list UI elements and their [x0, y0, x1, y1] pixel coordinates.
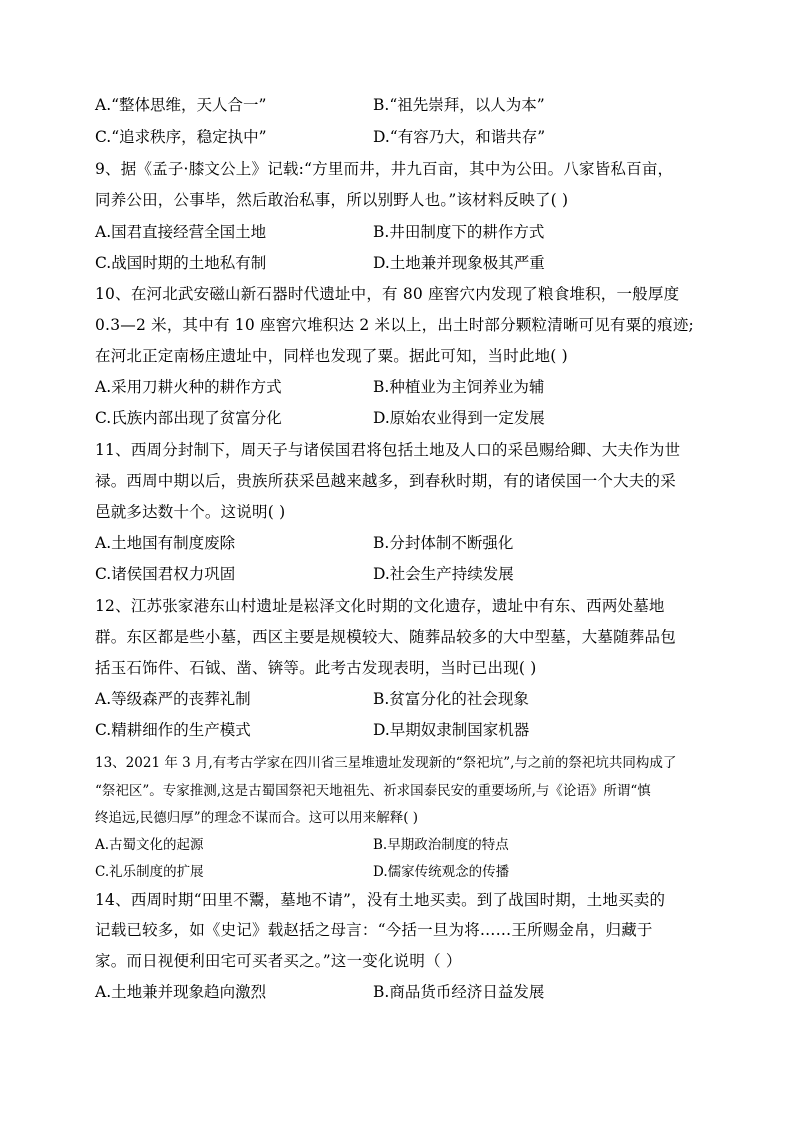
q10-option-b: B.种植业为主饲养业为辅: [373, 378, 545, 396]
q12-option-b: B.贫富分化的社会现象: [373, 690, 529, 708]
q14-option-a: A.土地兼并现象趋向激烈: [95, 983, 267, 1001]
q13-option-a: A.古蜀文化的起源: [95, 837, 204, 853]
q13-stem-line: “祭祀区”。专家推测,这是古蜀国祭祀天地祖先、祈求国泰民安的重要场所,与《论语》所谓“慎: [95, 783, 651, 799]
q13-stem-line: 终追远,民德归厚”的理念不谋而合。这可以用来解释( ): [95, 810, 419, 826]
q14-option-row-1: [95, 982, 705, 1002]
q10-option-c: C.氏族内部出现了贫富分化: [95, 409, 282, 427]
q11-option-row-2: [95, 564, 705, 584]
q11-stem-line: 邑就多达数十个。这说明( ): [95, 503, 286, 521]
q12-stem-line: 12、江苏张家港东山村遗址是崧泽文化时期的文化遗存，遗址中有东、西两处墓地: [95, 597, 665, 615]
q11-option-c: C.诸侯国君权力巩固: [95, 565, 236, 583]
q9-option-b: B.井田制度下的耕作方式: [373, 223, 545, 241]
q9-option-row-1: [95, 222, 705, 242]
q11-stem-line: 禄。西周中期以后，贵族所获采邑越来越多，到春秋时期，有的诸侯国一个大夫的采: [95, 472, 676, 490]
q11-option-b: B.分封体制不断强化: [373, 534, 514, 552]
q12-option-d: D.早期奴隶制国家机器: [373, 721, 530, 739]
q9-option-row-2: [95, 253, 705, 273]
q10-option-row-2: [95, 408, 705, 428]
q8-option-b: B.“祖先崇拜，以人为本”: [373, 96, 545, 114]
q10-stem-line: 0.3—2 米，其中有 10 座窖穴堆积达 2 米以上，出土时部分颗粒清晰可见有粟的痕迹;: [95, 316, 694, 334]
q8-option-row-2: [95, 127, 705, 147]
q8-option-row-1: [95, 95, 705, 115]
q12-stem-line: 括玉石饰件、石钺、凿、锛等。此考古发现表明，当时已出现( ): [95, 659, 537, 677]
q14-stem-line: 家。而日视便利田宅可买者买之。”这一变化说明（ ）: [95, 952, 462, 970]
q9-stem-line: 同养公田，公事毕，然后敢治私事，所以别野人也。”该材料反映了( ): [95, 191, 569, 209]
q9-option-c: C.战国时期的土地私有制: [95, 254, 267, 272]
q10-stem-line: 10、在河北武安磁山新石器时代遗址中，有 80 座窖穴内发现了粮食堆积，一般厚度: [95, 285, 680, 303]
q14-option-b: B.商品货币经济日益发展: [373, 983, 545, 1001]
q10-stem-line: 在河北正定南杨庄遗址中，同样也发现了粟。据此可知，当时此地( ): [95, 347, 568, 365]
q8-option-c: C.“追求秩序，稳定执中”: [95, 128, 267, 146]
q8-option-a: A.“整体思维，天人合一”: [95, 96, 267, 114]
q12-option-row-1: [95, 689, 705, 709]
q8-option-d: D.“有容乃大，和谐共存”: [373, 128, 546, 146]
q10-option-a: A.采用刀耕火种的耕作方式: [95, 378, 282, 396]
q13-option-row-1: [95, 835, 705, 855]
q11-option-row-1: [95, 533, 705, 553]
q12-stem-line: 群。东区都是些小墓，西区主要是规模较大、随葬品较多的大中型墓，大墓随葬品包: [95, 628, 676, 646]
q11-option-d: D.社会生产持续发展: [373, 565, 514, 583]
q13-stem-line: 13、2021 年 3 月,有考古学家在四川省三星堆遗址发现新的“祭祀坑”,与之前的祭祀坑共同构成了: [95, 755, 677, 771]
q14-stem-line: 记载已较多，如《史记》载赵括之母言：“今括一旦为将……王所赐金帛，归藏于: [95, 921, 653, 939]
q13-option-b: B.早期政治制度的特点: [373, 837, 509, 853]
q9-option-d: D.土地兼并现象极其严重: [373, 254, 545, 272]
q12-option-a: A.等级森严的丧葬礼制: [95, 690, 251, 708]
q10-option-row-1: [95, 377, 705, 397]
q14-stem-line: 14、西周时期“田里不鬻，墓地不请”，没有土地买卖。到了战国时期，土地买卖的: [95, 891, 666, 909]
q11-option-a: A.土地国有制度废除: [95, 534, 236, 552]
q13-option-row-2: [95, 862, 705, 882]
q9-stem-line: 9、据《孟子·膝文公上》记载:“方里而井，井九百亩，其中为公田。八家皆私百亩，: [95, 160, 674, 178]
q12-option-c: C.精耕细作的生产模式: [95, 721, 251, 739]
q13-option-c: C.礼乐制度的扩展: [95, 864, 204, 880]
q11-stem-line: 11、西周分封制下，周天子与诸侯国君将包括土地及人口的采邑赐给卿、大夫作为世: [95, 441, 681, 459]
q13-option-d: D.儒家传统观念的传播: [373, 864, 510, 880]
q9-option-a: A.国君直接经营全国土地: [95, 223, 267, 241]
q12-option-row-2: [95, 720, 705, 740]
q10-option-d: D.原始农业得到一定发展: [373, 409, 545, 427]
